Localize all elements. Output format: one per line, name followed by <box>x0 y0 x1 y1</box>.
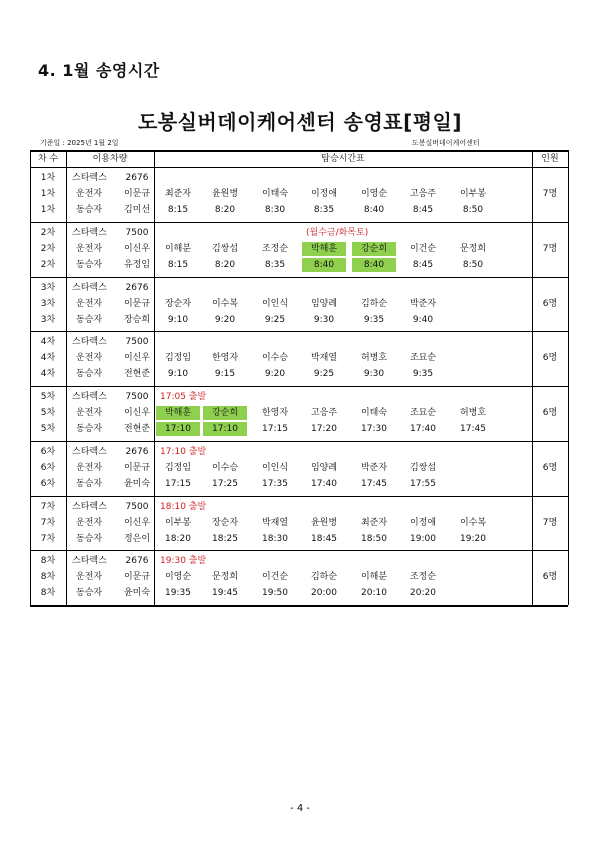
passenger-name: 한영자 <box>261 408 289 418</box>
vehicle-number: 2676 <box>125 173 149 183</box>
trip-label: 6차 <box>40 462 56 473</box>
passenger-name: 이정애 <box>409 517 437 528</box>
table-rule <box>30 331 568 332</box>
driver-name: 이문규 <box>123 189 151 199</box>
table-rule <box>66 150 67 605</box>
passenger-name: 최준자 <box>164 189 192 199</box>
reference-date: 기준일 : 2025년 1월 2일 <box>40 139 119 147</box>
pickup-time: 17:30 <box>361 424 387 434</box>
passenger-name: 김하순 <box>360 298 388 309</box>
driver-role: 운전자 <box>76 462 103 473</box>
passenger-name: 이해분 <box>164 243 192 254</box>
pickup-time: 17:45 <box>361 478 387 489</box>
pickup-time: 8:45 <box>412 205 434 215</box>
pickup-time: 18:25 <box>212 533 238 544</box>
trip-label: 7차 <box>40 517 56 528</box>
trip-label: 3차 <box>40 314 56 325</box>
pickup-time: 8:40 <box>302 258 346 272</box>
passenger-name: 이수승 <box>261 353 289 364</box>
pickup-time: 20:20 <box>410 588 436 599</box>
table-rule <box>30 550 568 551</box>
passenger-name: 윤원병 <box>211 189 239 199</box>
trip-label: 2차 <box>40 227 56 238</box>
passenger-name: 이부봉 <box>459 189 487 199</box>
pickup-time: 17:40 <box>410 424 436 434</box>
pickup-time: 17:10 <box>156 422 200 436</box>
passenger-count: 6명 <box>542 298 558 309</box>
passenger-name: 윤원병 <box>310 517 338 528</box>
vehicle-name: 스타렉스 <box>72 282 107 293</box>
passenger-name: 고응주 <box>409 189 437 199</box>
pickup-time: 9:35 <box>363 314 385 325</box>
trip-label: 1차 <box>40 189 56 199</box>
passenger-name: 김정임 <box>164 462 192 473</box>
vehicle-number: 2676 <box>125 556 149 567</box>
section-title: 4. 1월 송영시간 <box>38 61 160 80</box>
pickup-time: 8:20 <box>214 205 236 215</box>
driver-name: 이신우 <box>123 517 151 528</box>
pickup-time: 17:40 <box>311 478 337 489</box>
driver-role: 운전자 <box>76 189 103 199</box>
pickup-time: 9:30 <box>363 369 385 380</box>
table-rule <box>154 150 155 605</box>
passenger-count: 7명 <box>542 243 558 254</box>
passenger-name: 문정희 <box>459 243 487 254</box>
passenger-name: 박해훈 <box>156 406 200 420</box>
driver-name: 이신우 <box>123 243 151 254</box>
passenger-count: 6명 <box>542 408 558 418</box>
pickup-time: 19:50 <box>262 588 288 599</box>
trip-label: 4차 <box>40 353 56 364</box>
departure-notice: (월수금/화목토) <box>306 227 369 238</box>
passenger-name: 조정순 <box>261 243 289 254</box>
trip-label: 6차 <box>40 478 56 489</box>
table-rule <box>30 441 568 442</box>
passenger-name: 박준자 <box>360 462 388 473</box>
pickup-time: 9:15 <box>214 369 236 380</box>
assistant-name: 유정임 <box>123 259 151 270</box>
trip-label: 6차 <box>40 446 56 457</box>
vehicle-name: 스타렉스 <box>72 556 107 567</box>
pickup-time: 18:30 <box>262 533 288 544</box>
vehicle-name: 스타렉스 <box>72 227 107 238</box>
passenger-name: 김정임 <box>164 353 192 364</box>
driver-role: 운전자 <box>76 408 103 418</box>
pickup-time: 19:00 <box>410 533 436 544</box>
passenger-count: 7명 <box>542 517 558 528</box>
trip-label: 1차 <box>40 205 56 215</box>
passenger-name: 박준자 <box>409 298 437 309</box>
trip-label: 7차 <box>40 501 56 512</box>
assistant-name: 전현준 <box>123 424 151 434</box>
driver-name: 이문규 <box>123 572 151 583</box>
pickup-time: 17:15 <box>262 424 288 434</box>
passenger-name: 이태숙 <box>261 189 289 199</box>
trip-label: 4차 <box>40 337 56 348</box>
assistant-role: 동승자 <box>76 259 103 270</box>
pickup-time: 8:30 <box>264 205 286 215</box>
pickup-time: 9:25 <box>313 369 335 380</box>
departure-notice: 17:10 출발 <box>160 446 207 457</box>
assistant-role: 동승자 <box>76 588 103 599</box>
vehicle-name: 스타렉스 <box>72 392 107 402</box>
pickup-time: 17:25 <box>212 478 238 489</box>
trip-label: 7차 <box>40 533 56 544</box>
passenger-name: 임양례 <box>310 298 338 309</box>
pickup-time: 9:20 <box>214 314 236 325</box>
passenger-name: 이수복 <box>211 298 239 309</box>
pickup-time: 8:40 <box>352 258 396 272</box>
vehicle-number: 2676 <box>125 282 149 293</box>
trip-label: 5차 <box>40 424 56 434</box>
driver-role: 운전자 <box>76 298 103 309</box>
assistant-name: 윤미숙 <box>123 588 151 599</box>
passenger-name: 이인식 <box>261 298 289 309</box>
trip-label: 5차 <box>40 408 56 418</box>
driver-name: 이문규 <box>123 298 151 309</box>
pickup-time: 20:10 <box>361 588 387 599</box>
assistant-name: 장승희 <box>123 314 151 325</box>
table-rule <box>30 496 568 497</box>
trip-label: 4차 <box>40 369 56 380</box>
pickup-time: 17:10 <box>203 422 247 436</box>
pickup-time: 9:40 <box>412 314 434 325</box>
table-rule <box>568 150 569 605</box>
passenger-name: 임양례 <box>310 462 338 473</box>
passenger-name: 이건순 <box>409 243 437 254</box>
assistant-role: 동승자 <box>76 424 103 434</box>
assistant-name: 정은이 <box>123 533 151 544</box>
vehicle-number: 7500 <box>125 337 149 348</box>
header-times: 탑승시간표 <box>321 154 365 164</box>
assistant-name: 김미선 <box>123 205 151 215</box>
passenger-name: 김쌍섭 <box>211 243 239 254</box>
pickup-time: 8:50 <box>462 205 484 215</box>
table-rule <box>30 222 568 223</box>
passenger-name: 조묘순 <box>409 408 437 418</box>
pickup-time: 19:35 <box>165 588 191 599</box>
passenger-name: 한영자 <box>211 353 239 364</box>
passenger-name: 박재열 <box>261 517 289 528</box>
driver-role: 운전자 <box>76 353 103 364</box>
pickup-time: 17:15 <box>165 478 191 489</box>
document-title: 도봉실버데이케어센터 송영표[평일] <box>137 110 463 134</box>
pickup-time: 20:00 <box>311 588 337 599</box>
driver-name: 이문규 <box>123 462 151 473</box>
passenger-name: 고응주 <box>310 408 338 418</box>
vehicle-name: 스타렉스 <box>72 173 107 183</box>
pickup-time: 17:20 <box>311 424 337 434</box>
vehicle-number: 2676 <box>125 446 149 457</box>
driver-role: 운전자 <box>76 572 103 583</box>
pickup-time: 9:30 <box>313 314 335 325</box>
passenger-name: 이건순 <box>261 572 289 583</box>
table-rule <box>30 386 568 387</box>
vehicle-number: 7500 <box>125 392 149 402</box>
assistant-role: 동승자 <box>76 205 103 215</box>
vehicle-number: 7500 <box>125 501 149 512</box>
pickup-time: 8:40 <box>363 205 385 215</box>
trip-label: 5차 <box>40 392 56 402</box>
passenger-name: 김하순 <box>310 572 338 583</box>
passenger-name: 이수승 <box>211 462 239 473</box>
passenger-name: 강순희 <box>203 406 247 420</box>
trip-label: 3차 <box>40 298 56 309</box>
pickup-time: 8:15 <box>167 205 189 215</box>
passenger-name: 이정애 <box>310 189 338 199</box>
passenger-name: 허병호 <box>459 408 487 418</box>
pickup-time: 9:25 <box>264 314 286 325</box>
departure-notice: 19:30 출발 <box>160 556 207 567</box>
vehicle-name: 스타렉스 <box>72 337 107 348</box>
passenger-name: 박해훈 <box>302 242 346 256</box>
assistant-role: 동승자 <box>76 369 103 380</box>
passenger-name: 강순희 <box>352 242 396 256</box>
passenger-name: 문정희 <box>211 572 239 583</box>
trip-label: 8차 <box>40 588 56 599</box>
pickup-time: 8:35 <box>264 259 286 270</box>
header-vehicle: 이용차량 <box>92 154 128 164</box>
trip-label: 8차 <box>40 556 56 567</box>
vehicle-name: 스타렉스 <box>72 446 107 457</box>
pickup-time: 8:20 <box>214 259 236 270</box>
pickup-time: 17:55 <box>410 478 436 489</box>
passenger-name: 이태숙 <box>360 408 388 418</box>
pickup-time: 9:35 <box>412 369 434 380</box>
departure-notice: 17:05 출발 <box>160 392 207 402</box>
driver-name: 이신우 <box>123 408 151 418</box>
header-count: 인원 <box>541 154 559 164</box>
passenger-name: 이해분 <box>360 572 388 583</box>
assistant-role: 동승자 <box>76 533 103 544</box>
pickup-time: 17:35 <box>262 478 288 489</box>
pickup-time: 8:45 <box>412 259 434 270</box>
passenger-name: 박재열 <box>310 353 338 364</box>
table-rule <box>30 167 568 168</box>
passenger-name: 최준자 <box>360 517 388 528</box>
header-trip: 차 수 <box>37 154 59 164</box>
passenger-count: 6명 <box>542 462 558 473</box>
passenger-name: 이영순 <box>360 189 388 199</box>
assistant-role: 동승자 <box>76 314 103 325</box>
pickup-time: 17:45 <box>460 424 486 434</box>
vehicle-name: 스타렉스 <box>72 501 107 512</box>
passenger-name: 김쌍섭 <box>409 462 437 473</box>
departure-notice: 18:10 출발 <box>160 501 207 512</box>
passenger-name: 조묘순 <box>409 353 437 364</box>
pickup-time: 9:10 <box>167 314 189 325</box>
pickup-time: 18:20 <box>165 533 191 544</box>
trip-label: 8차 <box>40 572 56 583</box>
passenger-count: 6명 <box>542 353 558 364</box>
table-rule <box>30 605 568 607</box>
trip-label: 3차 <box>40 282 56 293</box>
assistant-role: 동승자 <box>76 478 103 489</box>
trip-label: 2차 <box>40 259 56 270</box>
assistant-name: 윤미숙 <box>123 478 151 489</box>
driver-role: 운전자 <box>76 517 103 528</box>
center-name-label: 도봉실버데이케어센터 <box>412 139 480 147</box>
driver-name: 이신우 <box>123 353 151 364</box>
passenger-name: 이수복 <box>459 517 487 528</box>
passenger-name: 장순자 <box>164 298 192 309</box>
passenger-count: 6명 <box>542 572 558 583</box>
trip-label: 1차 <box>40 173 56 183</box>
passenger-name: 허병호 <box>360 353 388 364</box>
pickup-time: 8:35 <box>313 205 335 215</box>
passenger-name: 장순자 <box>211 517 239 528</box>
pickup-time: 9:10 <box>167 369 189 380</box>
pickup-time: 18:45 <box>311 533 337 544</box>
pickup-time: 8:50 <box>462 259 484 270</box>
table-rule <box>532 150 533 605</box>
passenger-name: 이영순 <box>164 572 192 583</box>
assistant-name: 전현준 <box>123 369 151 380</box>
passenger-name: 조정순 <box>409 572 437 583</box>
vehicle-number: 7500 <box>125 227 149 238</box>
pickup-time: 8:15 <box>167 259 189 270</box>
trip-label: 2차 <box>40 243 56 254</box>
pickup-time: 18:50 <box>361 533 387 544</box>
pickup-time: 19:20 <box>460 533 486 544</box>
pickup-time: 19:45 <box>212 588 238 599</box>
passenger-count: 7명 <box>542 189 558 199</box>
table-rule <box>30 277 568 278</box>
driver-role: 운전자 <box>76 243 103 254</box>
passenger-name: 이인식 <box>261 462 289 473</box>
pickup-time: 9:20 <box>264 369 286 380</box>
page-number: - 4 - <box>290 803 310 814</box>
passenger-name: 이부봉 <box>164 517 192 528</box>
